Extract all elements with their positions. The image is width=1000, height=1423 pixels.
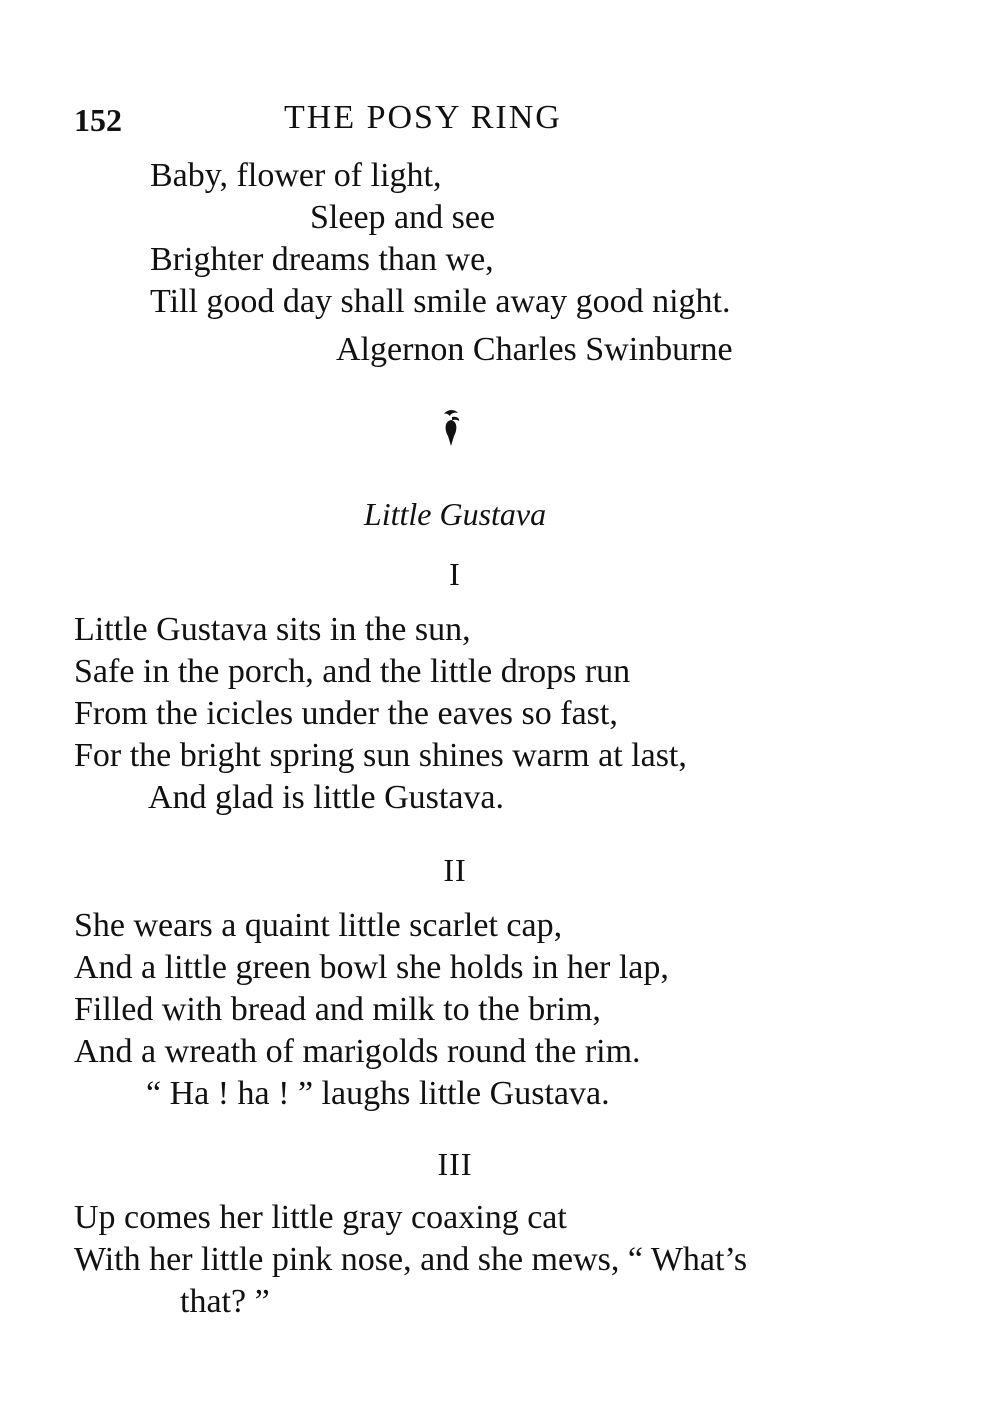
poem-line: Safe in the porch, and the little drops run <box>74 653 631 690</box>
poem-line-refrain: And glad is little Gustava. <box>148 779 505 816</box>
poem-line-refrain: “ Ha ! ha ! ” laughs little Gustava. <box>146 1075 610 1112</box>
author-attribution: Algernon Charles Swinburne <box>336 331 733 368</box>
section-numeral: I <box>449 556 461 592</box>
poem-title: Little Gustava <box>363 496 547 532</box>
poem-line: Sleep and see <box>310 199 496 236</box>
poem-line: Till good day shall smile away good night. <box>150 283 731 320</box>
poem-line: Up comes her little gray coaxing cat <box>74 1199 567 1236</box>
poem-line: And a little green bowl she holds in her lap, <box>74 949 669 986</box>
running-head: THE POSY RING <box>284 99 562 136</box>
poem-line: For the bright spring sun shines warm at last, <box>74 737 687 774</box>
poem-line: With her little pink nose, and she mews, “ What’s <box>74 1241 748 1278</box>
poem-line: Baby, flower of light, <box>150 157 442 194</box>
poem-line: Filled with bread and milk to the brim, <box>74 991 601 1028</box>
page-number: 152 <box>74 102 122 138</box>
section-numeral: III <box>437 1146 473 1182</box>
poem-line: Little Gustava sits in the sun, <box>74 611 471 648</box>
poem-line: She wears a quaint little scarlet cap, <box>74 907 563 944</box>
poem-line-continuation: that? ” <box>180 1283 270 1320</box>
poem-line: Brighter dreams than we, <box>150 241 494 278</box>
floral-ornament-icon <box>438 408 464 448</box>
poem-line: And a wreath of marigolds round the rim. <box>74 1033 641 1070</box>
poem-line: From the icicles under the eaves so fast, <box>74 695 618 732</box>
section-numeral: II <box>443 852 467 888</box>
